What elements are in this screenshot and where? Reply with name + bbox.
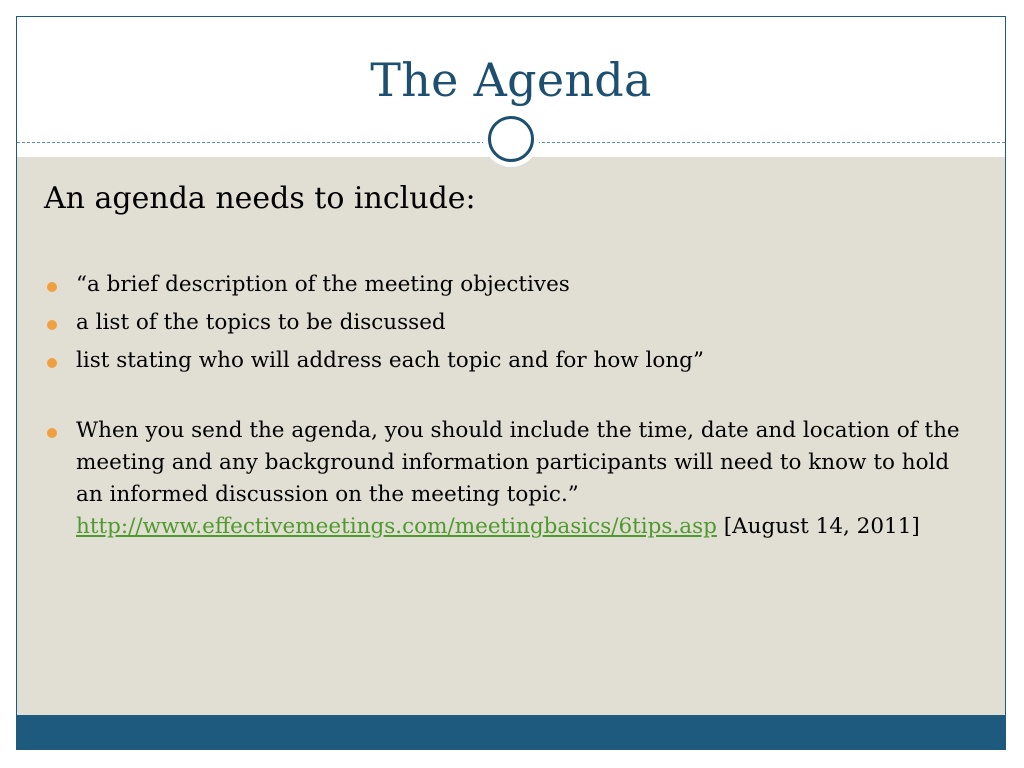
footer-bar <box>17 715 1005 749</box>
slide <box>16 16 1006 750</box>
bullet-text: list stating who will address each topic and for how long” <box>76 348 704 373</box>
source-link[interactable]: http://www.effectivemeetings.com/meetingbasics/6tips.asp <box>76 514 717 539</box>
list-item <box>47 415 967 543</box>
bullet-dot-icon <box>47 282 57 292</box>
list-item <box>47 307 967 339</box>
ring-icon <box>488 116 534 162</box>
bullet-text: “a brief description of the meeting objectives <box>76 272 570 297</box>
bullet-dot-icon <box>47 428 57 438</box>
citation-date: [August 14, 2011] <box>716 514 920 539</box>
content-area <box>17 157 1005 715</box>
list-item <box>47 269 967 301</box>
bullet-text: When you send the agenda, you should include the time, date and location of the meeting and any background information participants will need to know to hold an informed discussion on the meeting topic.” <box>76 418 960 507</box>
circle-ornament-icon <box>483 111 539 167</box>
list-item <box>47 345 967 377</box>
bullet-text: a list of the topics to be discussed <box>76 310 446 335</box>
content-heading: An agenda needs to include: <box>44 181 476 216</box>
slide-title: The Agenda <box>370 53 652 107</box>
bullet-dot-icon <box>47 358 57 368</box>
bullet-dot-icon <box>47 320 57 330</box>
bullet-list <box>47 269 967 549</box>
